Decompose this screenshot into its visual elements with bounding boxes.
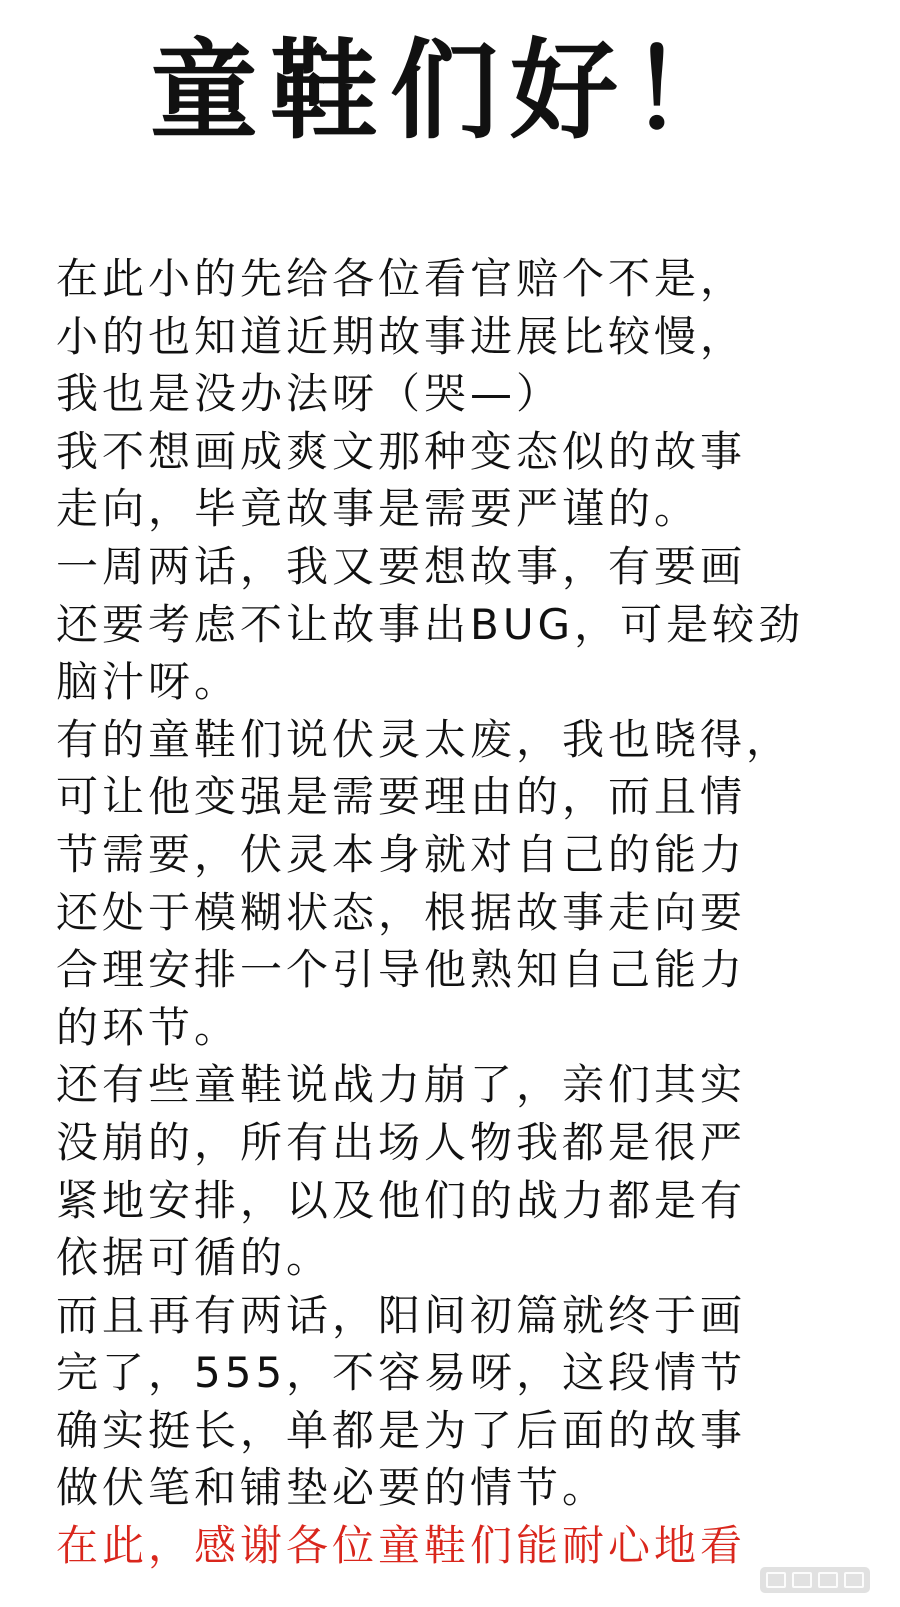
text-line: 走向，毕竟故事是需要严谨的。: [56, 484, 701, 534]
text-line: 做伏笔和铺垫必要的情节。: [56, 1463, 609, 1513]
text-line: 的环节。: [56, 1002, 241, 1052]
text-line: 合理安排一个引导他熟知自己能力: [56, 945, 747, 995]
body-text: [56, 250, 886, 1575]
text-line: 还要考虑不让故事出BUG，可是较劲: [56, 599, 805, 649]
text-line: 还有些童鞋说战力崩了，亲们其实: [56, 1060, 747, 1110]
text-line: 节需要，伏灵本身就对自己的能力: [56, 829, 747, 879]
text-line: 有的童鞋们说伏灵太废，我也晓得，: [56, 714, 793, 764]
text-line: 完了，555，不容易呀，这段情节: [56, 1348, 747, 1398]
watermark-glyph-icon: [766, 1572, 786, 1588]
watermark-glyph-icon: [792, 1572, 812, 1588]
text-line: 一周两话，我又要想故事，有要画: [56, 541, 747, 591]
watermark-glyph-icon: [844, 1572, 864, 1588]
watermark-logo: [760, 1567, 870, 1593]
text-line: 我也是没办法呀（哭—）: [56, 369, 563, 419]
text-line: 依据可循的。: [56, 1233, 333, 1283]
text-line: 可让他变强是需要理由的，而且情: [56, 772, 747, 822]
text-line: 确实挺长，单都是为了后面的故事: [56, 1405, 747, 1455]
text-line: 还处于模糊状态，根据故事走向要: [56, 887, 747, 937]
highlight-line: 在此，感谢各位童鞋们能耐心地看: [56, 1521, 747, 1571]
text-line: 我不想画成爽文那种变态似的故事: [56, 426, 747, 476]
text-line: 脑汁呀。: [56, 657, 241, 707]
text-line: 没崩的，所有出场人物我都是很严: [56, 1117, 747, 1167]
text-line: 而且再有两话，阳间初篇就终于画: [56, 1290, 747, 1340]
text-line: 紧地安排，以及他们的战力都是有: [56, 1175, 747, 1225]
watermark-glyph-icon: [818, 1572, 838, 1588]
page-title: 童鞋们好！: [149, 29, 750, 154]
text-line: 在此小的先给各位看官赔个不是，: [56, 254, 747, 303]
text-line: 小的也知道近期故事进展比较慢，: [56, 311, 747, 361]
